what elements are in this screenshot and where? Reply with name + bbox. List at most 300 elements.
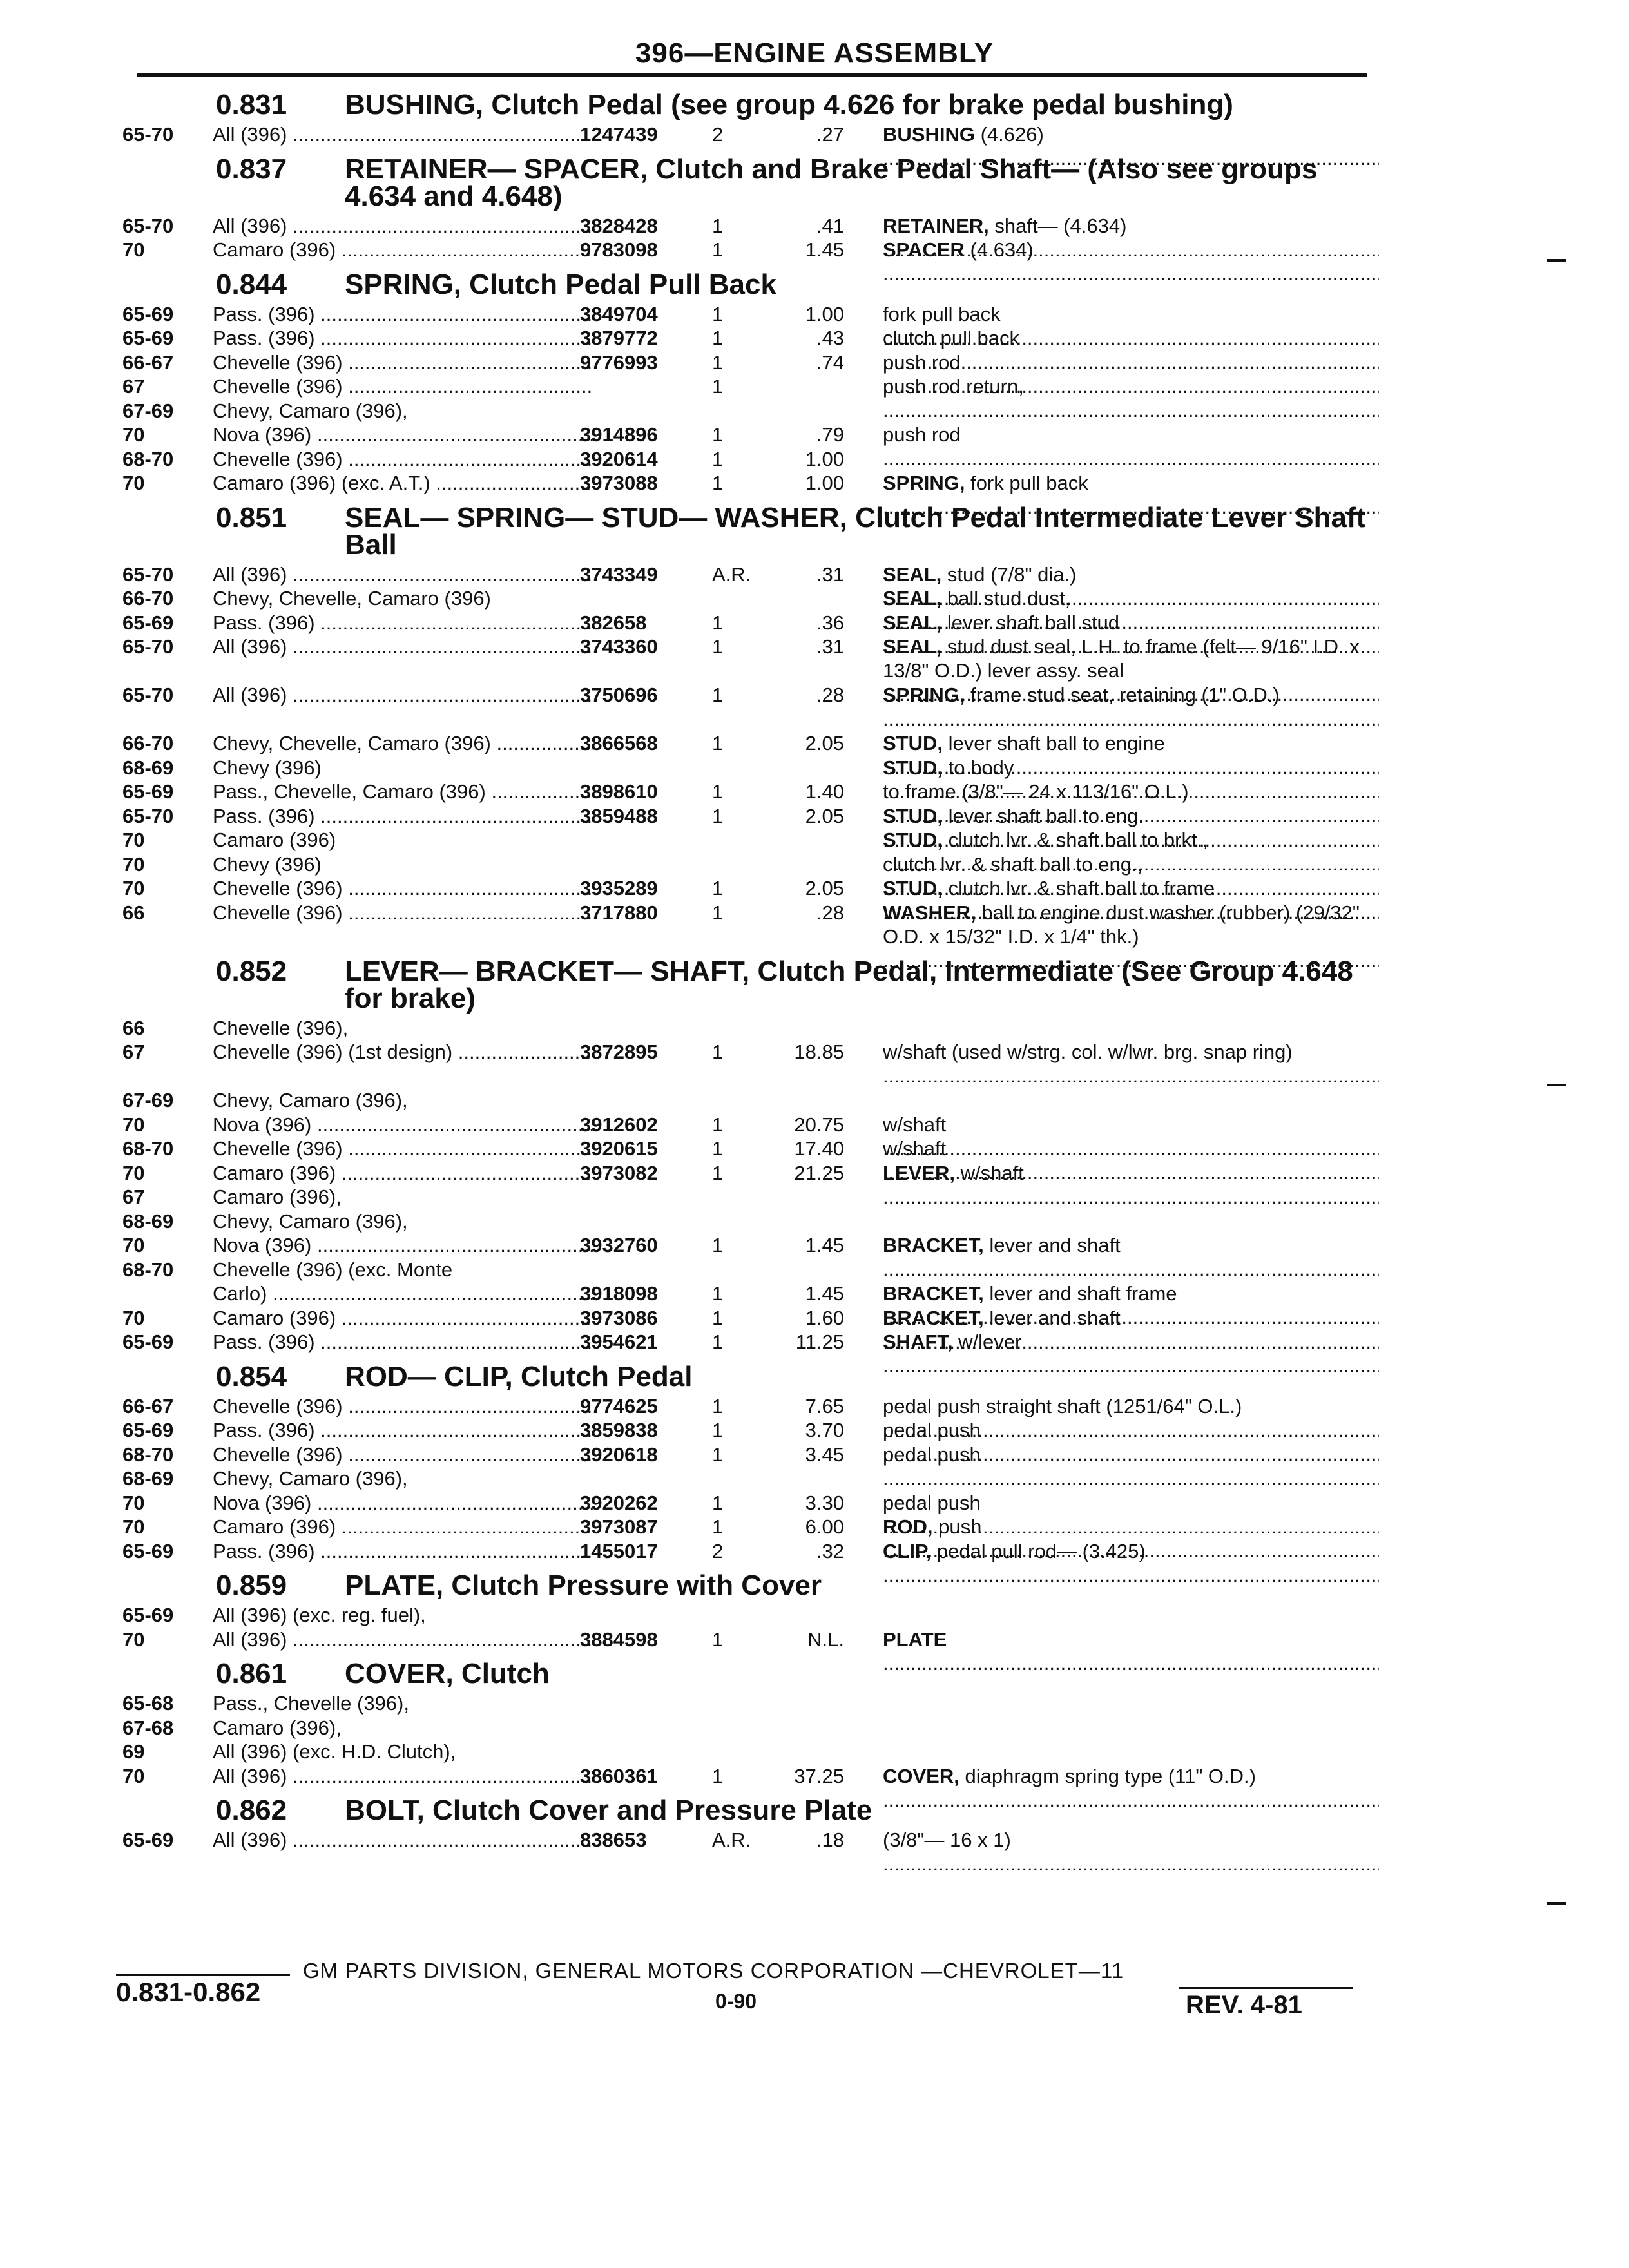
description-text: pedal pull rod— (3.425)	[931, 1539, 1146, 1562]
application: All (396) (exc. H.D. Clutch),	[213, 1740, 456, 1763]
part-row	[116, 1040, 1379, 1088]
part-number: 1247439	[580, 123, 658, 146]
part-row	[116, 326, 1379, 351]
application: Chevy, Chevelle, Camaro (396)	[213, 587, 491, 610]
group-number: 0.851	[216, 501, 287, 533]
description-part-name: CLIP,	[883, 1539, 932, 1562]
description-text: stud dust seal, L.H. to frame (felt— 9/16" I.D. x 13/8" O.D.) lever assy. seal	[883, 635, 1360, 682]
part-number: 9783098	[580, 238, 658, 261]
description-text: w/lever	[952, 1331, 1022, 1353]
model-years: 68-70	[122, 1258, 174, 1281]
description-text: clutch lvr. & shaft ball to brkt.,	[943, 829, 1208, 851]
description-text: w/shaft (used w/strg. col. w/lwr. brg. snap ring)	[883, 1041, 1293, 1063]
description-part-name: SPRING,	[883, 684, 965, 706]
part-row	[116, 471, 1379, 495]
application: Nova (396) .....	[213, 1233, 593, 1257]
quantity: 1	[712, 1161, 724, 1184]
group-title: RETAINER— SPACER, Clutch and Brake Pedal Shaft— (Also see groups 4.634 and 4.648)	[345, 153, 1318, 212]
part-number: 3750696	[580, 684, 658, 706]
description-part-name: STUD,	[883, 732, 943, 754]
description-part-name: SHAFT,	[883, 1331, 953, 1353]
group-title: ROD— CLIP, Clutch Pedal	[345, 1360, 693, 1392]
price: N.L.	[807, 1628, 844, 1651]
description	[883, 683, 1379, 731]
description-text: lever and shaft	[983, 1234, 1121, 1256]
model-years: 67-69	[122, 399, 174, 422]
price: .74	[816, 351, 844, 374]
model-years: 68-70	[122, 447, 174, 470]
application: Chevelle (396) .....	[213, 901, 593, 925]
price: .79	[816, 423, 844, 446]
price: .28	[816, 901, 844, 924]
model-years: 70	[122, 852, 145, 876]
part-number: 382658	[580, 611, 647, 634]
model-years: 70	[122, 829, 145, 851]
application: Pass. (396) .....	[213, 326, 593, 350]
price: 1.45	[805, 1282, 844, 1305]
description-part-name: BUSHING	[883, 123, 975, 146]
part-row	[116, 1740, 1379, 1764]
part-number: 3828428	[580, 214, 658, 237]
model-years: 70	[122, 1515, 145, 1538]
model-years: 65-69	[122, 1539, 174, 1562]
group-number: 0.844	[216, 268, 287, 300]
description-text: w/shaft	[883, 1113, 947, 1136]
quantity: 1	[712, 877, 724, 899]
description-part-name: SPRING,	[883, 472, 965, 494]
part-row	[116, 756, 1379, 780]
model-years: 66	[122, 901, 145, 924]
model-years: 70	[122, 1306, 145, 1329]
part-row	[116, 351, 1379, 375]
part-row	[116, 635, 1379, 683]
model-years: 70	[122, 472, 145, 494]
quantity: 1	[712, 1113, 724, 1136]
quantity: 1	[712, 1443, 724, 1466]
quantity: 1	[712, 635, 724, 658]
model-years: 65-69	[122, 302, 174, 325]
description	[883, 1828, 1379, 1876]
price: 3.70	[805, 1419, 844, 1441]
part-row	[116, 901, 1379, 949]
footer-rule-left	[116, 1974, 290, 1976]
description-text: push rod	[883, 423, 961, 446]
part-number: 3973088	[580, 472, 658, 494]
application: Camaro (396) .....	[213, 1515, 593, 1539]
model-years: 65-70	[122, 684, 174, 706]
application: Chevelle (396) .....	[213, 1394, 593, 1418]
model-years: 68-69	[122, 1209, 174, 1233]
application: Nova (396) .....	[213, 1113, 593, 1137]
part-number: 3879772	[580, 327, 658, 349]
part-row	[116, 828, 1379, 852]
quantity: 2	[712, 1539, 724, 1562]
price: 1.00	[805, 472, 844, 494]
price: 1.40	[805, 780, 844, 803]
part-row	[116, 423, 1379, 447]
application: Camaro (396),	[213, 1716, 342, 1739]
description-text: (3/8"— 16 x 1)	[883, 1829, 1011, 1851]
quantity: 2	[712, 123, 724, 146]
application: All (396) .....	[213, 562, 593, 586]
description-text: clutch lvr. & shaft ball to eng.,	[883, 852, 1143, 876]
part-number: 838653	[580, 1829, 647, 1851]
footer-group-range: 0.831-0.862	[116, 1977, 261, 2007]
model-years: 65-70	[122, 804, 174, 827]
quantity: 1	[712, 684, 724, 706]
part-row	[116, 1209, 1379, 1234]
quantity: 1	[712, 472, 724, 494]
part-number: 3743360	[580, 635, 658, 658]
quantity: 1	[712, 1515, 724, 1538]
footer-publisher: GM PARTS DIVISION, GENERAL MOTORS CORPORATION —CHEVROLET—11	[303, 1959, 1124, 1983]
quantity: 1	[712, 1628, 724, 1651]
quantity: A.R.	[712, 562, 751, 586]
quantity: 1	[712, 214, 724, 237]
part-row	[116, 1539, 1379, 1564]
application: Chevy (396)	[213, 852, 322, 876]
group-heading	[116, 501, 1379, 561]
price: 20.75	[794, 1113, 844, 1136]
part-number: 3920618	[580, 1443, 658, 1466]
part-row	[116, 804, 1379, 829]
part-number: 3914896	[580, 423, 658, 446]
model-years: 66-70	[122, 587, 174, 610]
description-part-name: STUD,	[883, 804, 943, 827]
application: Camaro (396) .....	[213, 1161, 593, 1185]
part-row	[116, 1233, 1379, 1258]
price: 3.30	[805, 1491, 844, 1514]
model-years: 65-70	[122, 562, 174, 586]
part-number: 3973086	[580, 1306, 658, 1329]
quantity: 1	[712, 1041, 724, 1063]
part-number: 3973082	[580, 1161, 658, 1184]
part-number: 3859838	[580, 1419, 658, 1441]
part-row	[116, 1515, 1379, 1539]
description-part-name: WASHER,	[883, 901, 976, 924]
price: .28	[816, 684, 844, 706]
model-years: 66-67	[122, 1394, 174, 1418]
price: 6.00	[805, 1515, 844, 1538]
part-row	[116, 1716, 1379, 1740]
description-text: shaft— (4.634)	[988, 214, 1127, 237]
description-part-name: BRACKET,	[883, 1282, 984, 1305]
model-years: 70	[122, 1234, 145, 1256]
description-part-name: RETAINER,	[883, 214, 989, 237]
application: Camaro (396) .....	[213, 238, 593, 262]
description-text: lever shaft ball to eng.	[943, 804, 1144, 827]
application: Chevelle (396),	[213, 1016, 349, 1039]
parts-listing	[116, 82, 1379, 1852]
description-text: to frame (3/8"— 24 x 113/16" O.L.)	[883, 780, 1189, 803]
description-part-name: LEVER,	[883, 1161, 955, 1184]
price: 1.00	[805, 302, 844, 325]
price: 11.25	[795, 1331, 844, 1353]
quantity: 1	[712, 611, 724, 634]
description-text: pedal push	[883, 1491, 981, 1514]
part-number: 1455017	[580, 1539, 658, 1562]
part-row	[116, 1185, 1379, 1209]
model-years: 70	[122, 1764, 145, 1787]
model-years: 65-69	[122, 327, 174, 349]
model-years: 66-70	[122, 732, 174, 754]
part-number: 3860361	[580, 1764, 658, 1787]
part-number: 3920614	[580, 447, 658, 470]
part-row	[116, 1603, 1379, 1628]
description-text: ball stud dust,	[941, 587, 1071, 610]
model-years: 67-68	[122, 1716, 174, 1739]
part-row	[116, 374, 1379, 399]
part-number: 9776993	[580, 351, 658, 374]
application: Chevelle (396) (1st design) .....	[213, 1040, 593, 1064]
part-row	[116, 1113, 1379, 1137]
description-part-name: PLATE	[883, 1628, 947, 1651]
application: All (396) .....	[213, 1628, 593, 1651]
price: .27	[816, 123, 844, 146]
application: Chevelle (396) .....	[213, 1443, 593, 1466]
group-heading	[116, 1660, 1379, 1687]
group-title: LEVER— BRACKET— SHAFT, Clutch Pedal, Intermediate (See Group 4.648 for brake)	[345, 955, 1353, 1014]
description-part-name: STUD,	[883, 756, 943, 779]
model-years: 70	[122, 1113, 145, 1136]
part-number: 3932760	[580, 1234, 658, 1256]
part-row	[116, 1394, 1379, 1419]
model-years: 70	[122, 877, 145, 899]
part-row	[116, 238, 1379, 262]
price: .32	[816, 1539, 844, 1562]
application: Chevelle (396) .....	[213, 351, 593, 374]
part-number: 3849704	[580, 302, 658, 325]
description-text: fork pull back	[883, 302, 1001, 325]
group-number: 0.831	[216, 89, 287, 120]
model-years: 70	[122, 238, 145, 261]
part-row	[116, 1258, 1379, 1282]
description-part-name: SPACER	[883, 238, 965, 261]
model-years: 65-70	[122, 123, 174, 146]
group-number: 0.854	[216, 1360, 287, 1392]
description-text: stud (7/8" dia.)	[941, 562, 1077, 586]
quantity: 1	[712, 1331, 724, 1353]
part-number: 3872895	[580, 1041, 658, 1063]
description-part-name: ROD,	[883, 1515, 933, 1538]
part-number: 9774625	[580, 1394, 658, 1418]
price: 18.85	[794, 1041, 844, 1063]
description-text: pedal push straight shaft (1251/64" O.L.)	[883, 1394, 1242, 1418]
model-years: 65-69	[122, 1829, 174, 1851]
description	[883, 1040, 1379, 1088]
part-number: 3920262	[580, 1491, 658, 1514]
price: 21.25	[794, 1161, 844, 1184]
part-number: 3717880	[580, 901, 658, 924]
part-row	[116, 214, 1379, 238]
group-number: 0.852	[216, 955, 287, 987]
application: Camaro (396) .....	[213, 1306, 593, 1330]
quantity: 1	[712, 302, 724, 325]
margin-mark	[1547, 1902, 1566, 1905]
application: Chevy, Camaro (396),	[213, 399, 408, 422]
model-years: 67	[122, 1041, 145, 1063]
description-part-name: BRACKET,	[883, 1306, 984, 1329]
application: Chevelle (396) .....	[213, 1137, 593, 1160]
price: .43	[816, 327, 844, 349]
part-row	[116, 1330, 1379, 1354]
group-number: 0.837	[216, 153, 287, 185]
group-title: COVER, Clutch	[345, 1658, 550, 1689]
group-heading	[116, 955, 1379, 1014]
application: Camaro (396)	[213, 829, 336, 851]
group-heading	[116, 153, 1379, 212]
model-years: 65-70	[122, 214, 174, 237]
part-row	[116, 1691, 1379, 1716]
footer-rule-right	[1179, 1987, 1353, 1989]
part-number: 3918098	[580, 1282, 658, 1305]
quantity: 1	[712, 780, 724, 803]
group-heading	[116, 268, 1379, 300]
application: Pass., Chevelle, Camaro (396) .....	[213, 780, 593, 803]
quantity: 1	[712, 447, 724, 470]
description-text: to body	[943, 756, 1014, 779]
price: .41	[816, 214, 844, 237]
model-years: 67-69	[122, 1089, 174, 1111]
description-part-name: BRACKET,	[883, 1234, 984, 1256]
model-years: 65-68	[122, 1692, 174, 1715]
quantity: 1	[712, 804, 724, 827]
application: Pass. (396) .....	[213, 611, 593, 635]
description-text: pedal push	[883, 1419, 981, 1441]
part-number: 3920615	[580, 1137, 658, 1160]
application: Chevy, Camaro (396),	[213, 1089, 408, 1111]
application: Chevelle (396) (exc. Monte	[213, 1258, 453, 1281]
model-years: 70	[122, 1161, 145, 1184]
part-row	[116, 1828, 1379, 1852]
quantity: A.R.	[712, 1829, 751, 1851]
group-heading	[116, 1794, 1379, 1826]
part-number: 3973087	[580, 1515, 658, 1538]
footer-page-number: 0-90	[715, 1990, 757, 2013]
price: 7.65	[805, 1394, 844, 1418]
application: Pass. (396) .....	[213, 1418, 593, 1442]
description-part-name: SEAL,	[883, 587, 942, 610]
part-row	[116, 1628, 1379, 1652]
application: Pass., Chevelle (396),	[213, 1692, 409, 1715]
model-years: 70	[122, 423, 145, 446]
description-part-name: SEAL,	[883, 635, 942, 658]
application: All (396) .....	[213, 1764, 593, 1788]
margin-mark	[1547, 259, 1566, 262]
model-years: 67	[122, 375, 145, 398]
application: All (396) .....	[213, 1828, 593, 1852]
part-row	[116, 399, 1379, 423]
part-row	[116, 1161, 1379, 1186]
group-heading	[116, 1360, 1379, 1392]
description-text: fork pull back	[965, 472, 1088, 494]
quantity: 1	[712, 1282, 724, 1305]
part-row	[116, 1418, 1379, 1443]
description-part-name: SEAL,	[883, 562, 942, 586]
part-row	[116, 1282, 1379, 1306]
part-number: 3884598	[580, 1628, 658, 1651]
model-years: 68-70	[122, 1137, 174, 1160]
application: Nova (396) .....	[213, 423, 593, 447]
description-text: push rod return,	[883, 375, 1024, 398]
application: Carlo) .....	[213, 1282, 593, 1305]
part-row	[116, 1466, 1379, 1491]
price: 2.05	[805, 732, 844, 754]
application: Chevy (396)	[213, 756, 322, 779]
description-part-name: STUD,	[883, 877, 943, 899]
quantity: 1	[712, 375, 724, 398]
application: Chevy, Chevelle, Camaro (396) .....	[213, 731, 593, 755]
application: Chevy, Camaro (396),	[213, 1209, 408, 1233]
group-title: BOLT, Clutch Cover and Pressure Plate	[345, 1794, 872, 1826]
model-years: 69	[122, 1740, 145, 1763]
part-row	[116, 1137, 1379, 1161]
quantity: 1	[712, 1419, 724, 1441]
price: 3.45	[805, 1443, 844, 1466]
application: All (396) .....	[213, 635, 593, 658]
price: 2.05	[805, 804, 844, 827]
description-text: lever and shaft frame	[983, 1282, 1177, 1305]
part-row	[116, 586, 1379, 611]
application: All (396) .....	[213, 214, 593, 238]
description-part-name: SEAL,	[883, 611, 942, 634]
quantity: 1	[712, 1394, 724, 1418]
model-years: 66	[122, 1016, 145, 1039]
part-row	[116, 1443, 1379, 1467]
group-title: BUSHING, Clutch Pedal (see group 4.626 for brake pedal bushing)	[345, 89, 1233, 120]
description-text: clutch pull back	[883, 327, 1019, 349]
group-title: SEAL— SPRING— STUD— WASHER, Clutch Pedal Intermediate Lever Shaft Ball	[345, 501, 1366, 561]
group-number: 0.859	[216, 1570, 287, 1601]
price: .36	[816, 611, 844, 634]
part-row	[116, 447, 1379, 472]
part-row	[116, 1016, 1379, 1041]
application: Chevelle (396) .....	[213, 374, 593, 398]
model-years: 65-69	[122, 1419, 174, 1441]
model-years: 65-69	[122, 611, 174, 634]
price: 1.00	[805, 447, 844, 470]
quantity: 1	[712, 238, 724, 261]
description-text: frame stud seat, retaining (1" O.D.)	[965, 684, 1280, 706]
model-years: 68-69	[122, 756, 174, 779]
model-years: 68-70	[122, 1443, 174, 1466]
group-title: PLATE, Clutch Pressure with Cover	[345, 1570, 822, 1601]
application: Pass. (396) .....	[213, 1539, 593, 1563]
footer-revision: REV. 4-81	[1186, 1991, 1302, 2019]
part-row	[116, 122, 1379, 147]
part-number: 3935289	[580, 877, 658, 899]
price: 37.25	[794, 1764, 844, 1787]
part-row	[116, 852, 1379, 877]
part-number: 3743349	[580, 562, 658, 586]
model-years: 65-69	[122, 780, 174, 803]
application: Chevelle (396) .....	[213, 876, 593, 900]
part-row	[116, 562, 1379, 587]
quantity: 1	[712, 1764, 724, 1787]
page-title: 396—ENGINE ASSEMBLY	[635, 37, 994, 69]
part-number: 3866568	[580, 732, 658, 754]
description-text: w/shaft	[883, 1137, 947, 1160]
application: Nova (396) .....	[213, 1491, 593, 1515]
part-row	[116, 780, 1379, 804]
part-row	[116, 1764, 1379, 1789]
application: All (396) .....	[213, 683, 593, 707]
price: .18	[816, 1829, 844, 1851]
model-years: 67	[122, 1186, 145, 1208]
application: Pass. (396) .....	[213, 302, 593, 326]
part-row	[116, 1088, 1379, 1113]
application: All (396) .....	[213, 122, 593, 146]
